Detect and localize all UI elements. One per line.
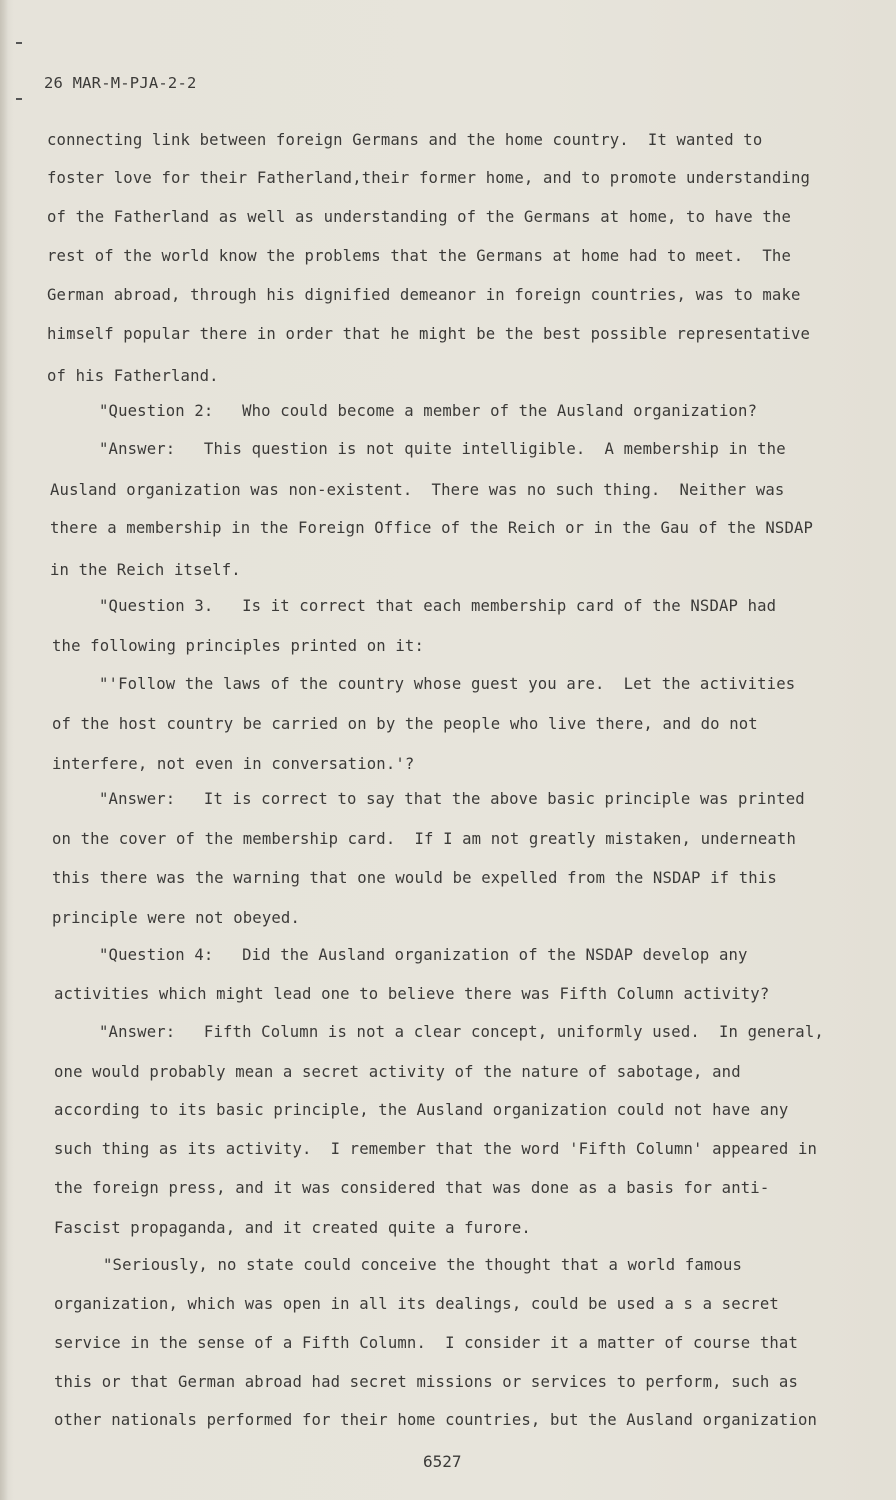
text-line: there a membership in the Foreign Office of the Reich or in the Gau of the NSDAP bbox=[50, 519, 814, 537]
text-line: "Answer: Fifth Column is not a clear concept, uniformly used. In general, bbox=[99, 1023, 824, 1041]
text-line: "Answer: This question is not quite intelligible. A membership in the bbox=[99, 440, 786, 458]
text-line: Ausland organization was non-existent. There was no such thing. Neither was bbox=[50, 481, 785, 499]
text-line: in the Reich itself. bbox=[50, 561, 241, 579]
text-line: German abroad, through his dignified demeanor in foreign countries, was to make bbox=[47, 286, 801, 304]
text-line: this or that German abroad had secret missions or services to perform, such as bbox=[54, 1373, 798, 1391]
text-line: Fascist propaganda, and it created quite a furore. bbox=[54, 1219, 531, 1237]
text-line: "'Follow the laws of the country whose guest you are. Let the activities bbox=[99, 675, 796, 693]
text-line: service in the sense of a Fifth Column. I consider it a matter of course that bbox=[54, 1334, 798, 1352]
text-line: of his Fatherland. bbox=[47, 367, 219, 385]
text-line: rest of the world know the problems that the Germans at home had to meet. The bbox=[47, 247, 791, 265]
text-line: activities which might lead one to believe there was Fifth Column activity? bbox=[54, 985, 770, 1003]
text-line: interfere, not even in conversation.'? bbox=[52, 755, 415, 773]
text-line: principle were not obeyed. bbox=[52, 909, 300, 927]
text-line: organization, which was open in all its dealings, could be used a s a secret bbox=[54, 1295, 779, 1313]
text-line: "Seriously, no state could conceive the thought that a world famous bbox=[103, 1256, 743, 1274]
margin-mark bbox=[16, 98, 22, 100]
text-line: the following principles printed on it: bbox=[52, 637, 424, 655]
page-edge-shadow bbox=[0, 0, 8, 1500]
document-id: 26 MAR-M-PJA-2-2 bbox=[44, 74, 197, 92]
text-line: of the Fatherland as well as understanding of the Germans at home, to have the bbox=[47, 208, 791, 226]
text-line: connecting link between foreign Germans and the home country. It wanted to bbox=[47, 131, 763, 149]
margin-mark bbox=[16, 42, 22, 44]
text-line: "Answer: It is correct to say that the above basic principle was printed bbox=[99, 790, 805, 808]
page-number: 6527 bbox=[423, 1452, 462, 1471]
text-line: other nationals performed for their home countries, but the Ausland organization bbox=[54, 1411, 818, 1429]
text-line: this there was the warning that one would be expelled from the NSDAP if this bbox=[52, 869, 777, 887]
text-line: himself popular there in order that he might be the best possible representative bbox=[47, 325, 811, 343]
text-line: "Question 3. Is it correct that each membership card of the NSDAP had bbox=[99, 597, 777, 615]
text-line: according to its basic principle, the Ausland organization could not have any bbox=[54, 1101, 789, 1119]
text-line: of the host country be carried on by the people who live there, and do not bbox=[52, 715, 758, 733]
text-line: foster love for their Fatherland,their former home, and to promote understanding bbox=[47, 169, 811, 187]
text-line: such thing as its activity. I remember that the word 'Fifth Column' appeared in bbox=[54, 1140, 818, 1158]
text-line: "Question 4: Did the Ausland organization of the NSDAP develop any bbox=[99, 946, 748, 964]
text-line: the foreign press, and it was considered that was done as a basis for anti- bbox=[54, 1179, 770, 1197]
text-line: "Question 2: Who could become a member of the Ausland organization? bbox=[99, 402, 758, 420]
text-line: one would probably mean a secret activity of the nature of sabotage, and bbox=[54, 1063, 741, 1081]
text-line: on the cover of the membership card. If I am not greatly mistaken, underneath bbox=[52, 830, 796, 848]
